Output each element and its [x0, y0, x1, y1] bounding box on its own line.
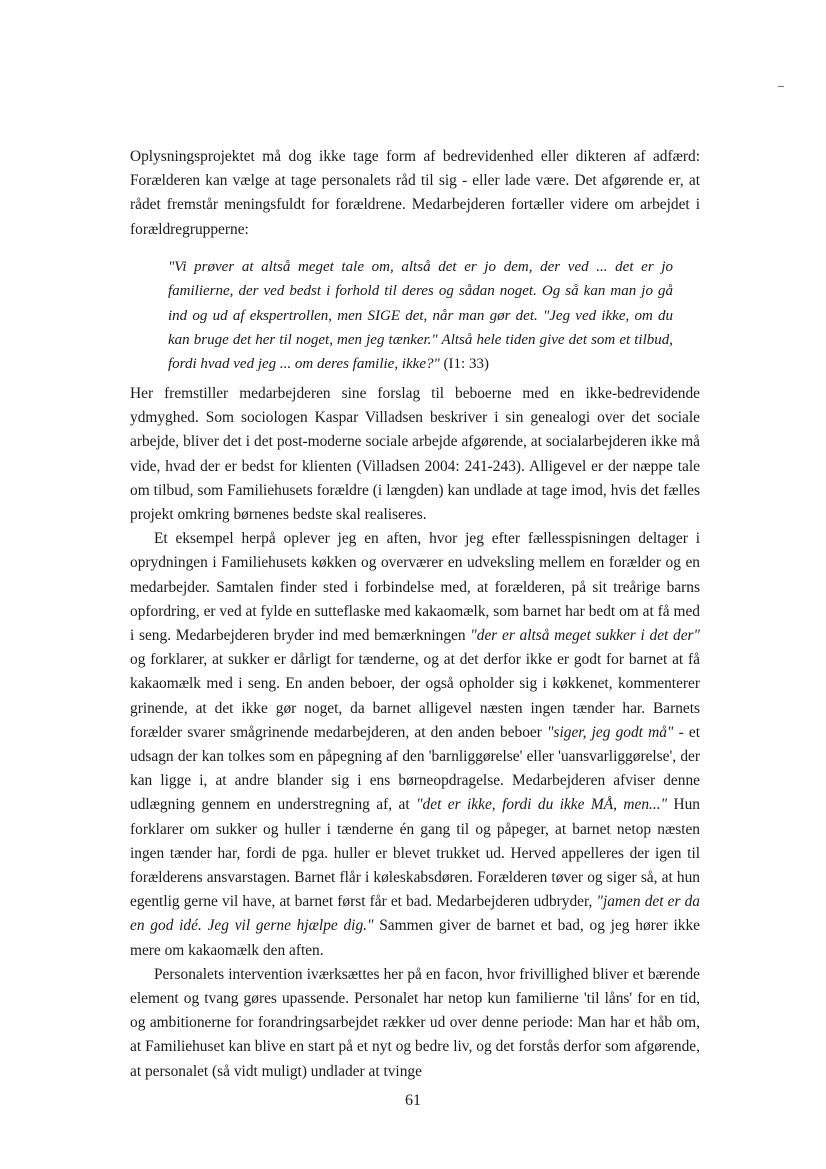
p3-text-5: Sammen giver de barnet et bad, og jeg hører ikke mere om kakaomælk den aften.: [130, 917, 700, 959]
page-number: 61: [405, 1092, 421, 1109]
p3-quote-4: "jamen det er da en god idé. Jeg vil gerne hjælpe dig.": [130, 893, 700, 935]
scan-mark: [778, 86, 784, 87]
intro-section: [130, 145, 700, 242]
p3-text-3: - et udsagn der kan tolkes som en påpegning af den 'barnliggørelse' eller 'uansvarliggørelse', der kan ligge i, at andre blander sig i ens børneopdragelse. Medarbejderen afviser denne udlægning gennem en understregning af, at: [130, 723, 700, 814]
paragraph-3: [130, 527, 700, 963]
p3-quote-2: "siger, jeg godt må": [547, 723, 674, 741]
p3-quote-1: "der er altså meget sukker i det der": [470, 627, 700, 645]
quote-paragraph: [168, 255, 673, 376]
paragraph-1: Oplysningsprojektet må dog ikke tage form af bedrevidenhed eller dikteren af adfærd: Forælderen kan vælge at tage personalets råd til sig - eller lade være. Det afgørende er, at rådet fremstår meningsfuldt for forældrene. Medarbejderen fortæller videre om arbejdet i forældregrupperne:: [130, 148, 700, 238]
p3-quote-3: "det er ikke, fordi du ikke MÅ, men...": [416, 796, 668, 814]
paragraph-2: Her fremstiller medarbejderen sine forslag til beboerne med en ikke-bedrevidende ydmyghed. Som sociologen Kaspar Villadsen beskriver i sin genealogi over det sociale arbejde, bliver det i det post-moderne sociale arbejde afgørende, at socialarbejderen ikke må vide, hvad der er bedst for klienten (Villadsen 2004: 241-243). Alligevel er der næppe tale om tilbud, som Familiehusets forældre (i længden) kan undlade at tage imod, hvis det fælles projekt omkring børnenes bedste skal realiseres.: [130, 385, 700, 524]
p3-text-4: Hun forklarer om sukker og huller i tænderne én gang til og påpeger, at barnet netop næsten ingen tænder har, fordi de pga. huller er blevet trukket ud. Herved appelleres der igen til forælderens ansvarstagen. Barnet flår i køleskabsdøren. Forælderen tøver og siger så, at hun egentlig gerne vil have, at barnet først får et bad. Medarbejderen udbryder,: [130, 796, 701, 911]
body-section: [130, 382, 700, 1084]
p3-text-1: Et eksempel herpå oplever jeg en aften, hvor jeg efter fællesspisningen deltager i oprydningen i Familiehusets køkken og overværer en udveksling mellem en forælder og en medarbejder. Samtalen finder sted i forbindelse med, at forælderen, på sit treårige barns opfordring, er ved at fylde en sutteflaske med kakaomælk, som barnet har bedt om at få med i seng. Medarbejderen bryder ind med bemærkningen: [130, 530, 700, 645]
quote-citation: (I1: 33): [439, 356, 489, 373]
block-quote: [168, 255, 673, 376]
p3-text-2: og forklarer, at sukker er dårligt for tænderne, og at det derfor ikke er godt for barnet at få kakaomælk med i seng. En anden beboer, der også opholder sig i køkkenet, kommenterer grinende, at det ikke gør noget, da barnet alligevel næsten ingen tænder har. Barnets forælder svarer smågrinende medarbejderen, at den anden beboer: [130, 651, 700, 741]
paragraph-4: Personalets intervention iværksættes her på en facon, hvor frivillighed bliver et bærende element og tvang gøres upassende. Personalet har netop kun familierne 'til låns' for en tid, og ambitionerne for forandringsarbejdet rækker ud over denne periode: Man har et håb om, at Familiehuset kan blive en start på et nyt og bedre liv, og det forstås derfor som afgørende, at personalet (så vidt muligt) undlader at tvinge: [130, 965, 700, 1080]
quote-text: "Vi prøver at altså meget tale om, altså det er jo dem, der ved ... det er jo familierne, der ved bedst i forhold til deres og sådan noget. Og så kan man jo gå ind og ud af ekspertrollen, men SIGE det, når man gør det. "Jeg ved ikke, om du kan bruge det her til noget, men jeg tænker." Altså hele tiden give det som et tilbud, fordi hvad ved jeg ... om deres familie, ikke?": [168, 259, 673, 373]
